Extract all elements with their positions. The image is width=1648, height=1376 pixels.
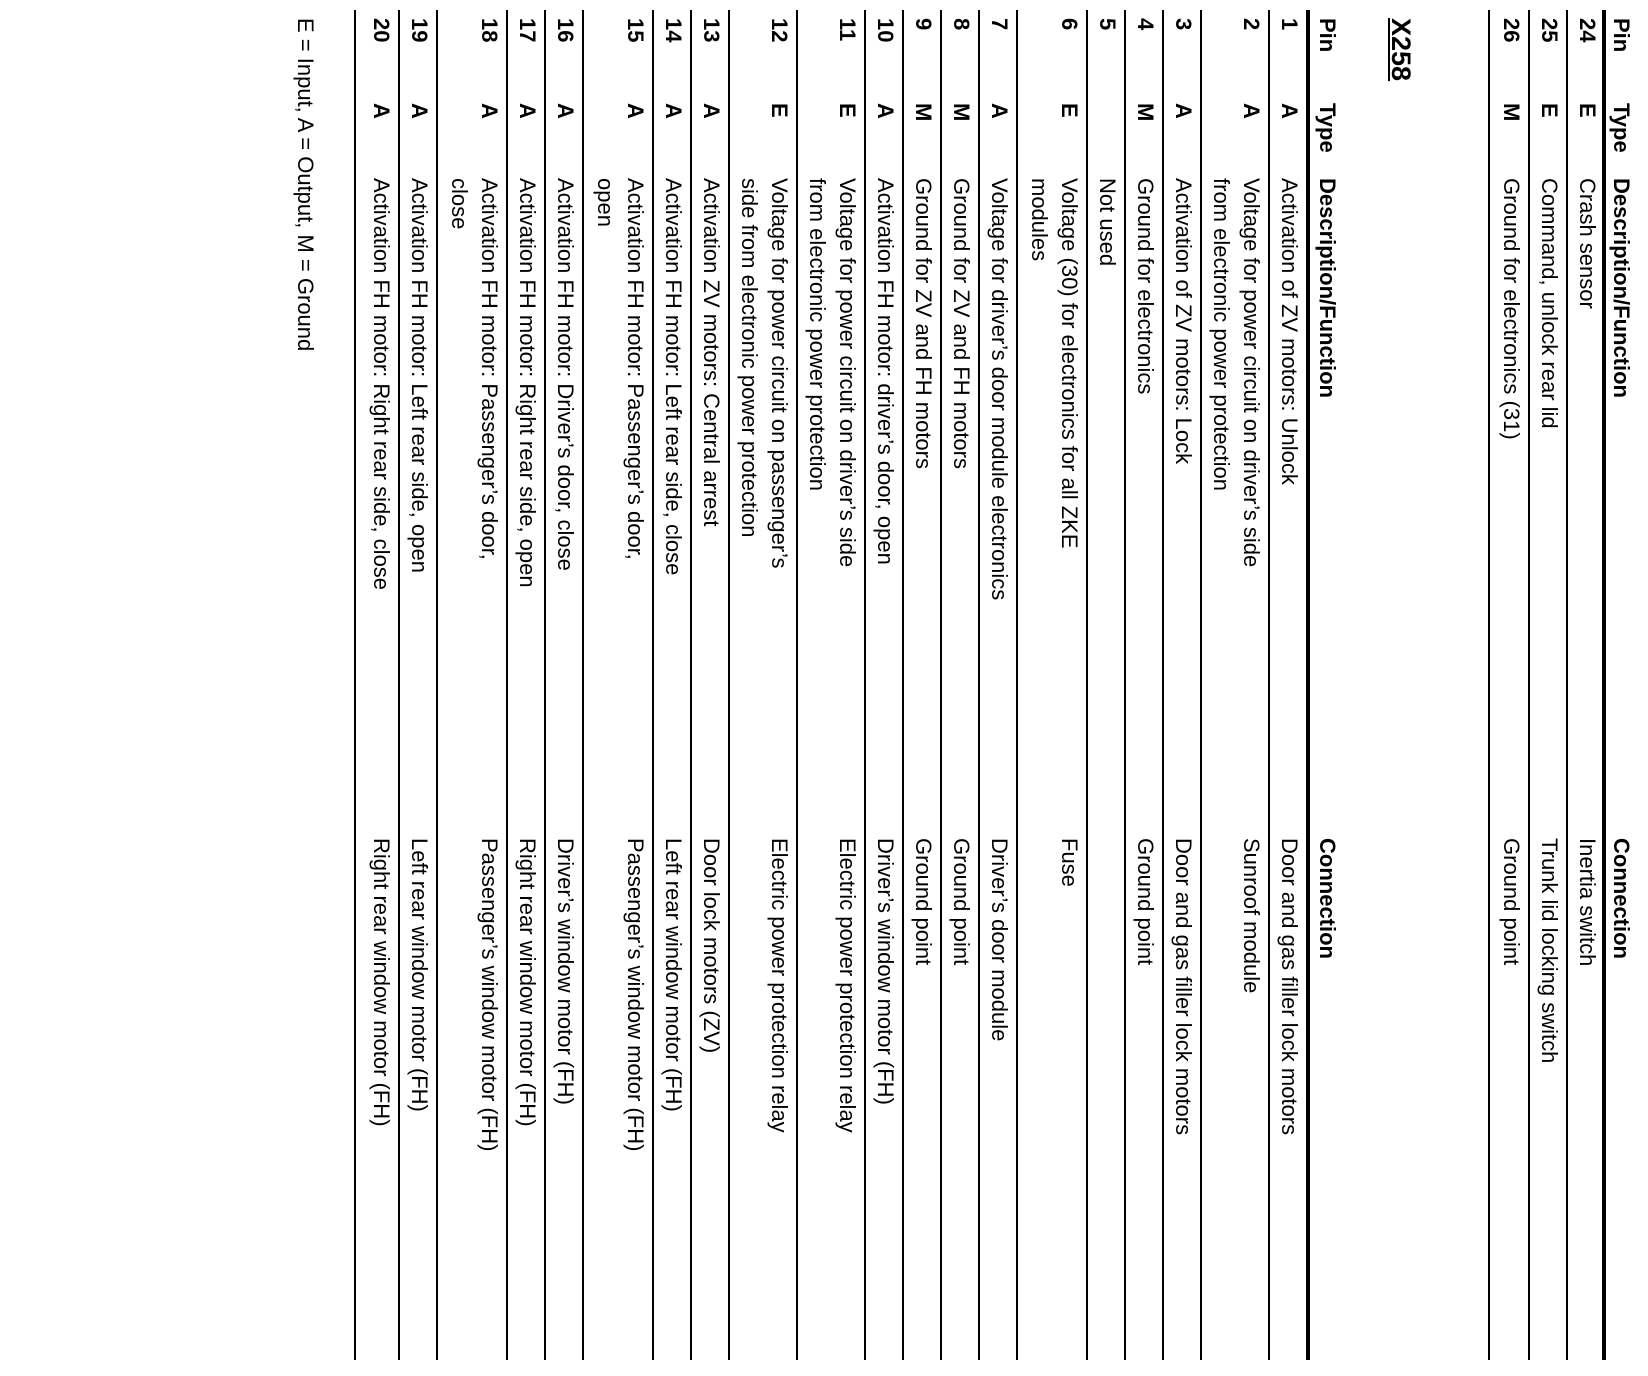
row-divider — [1162, 10, 1164, 1360]
pin-description: Activation FH motor: Left rear side, close — [661, 178, 686, 576]
row-divider — [796, 10, 798, 1360]
pin-description: Activation ZV motors: Central arrest — [699, 178, 724, 527]
pin-description: Ground for electronics — [1133, 178, 1158, 395]
pin-connection: Driver’s window motor (FH) — [873, 838, 898, 1105]
pin-number: 17 — [515, 18, 540, 43]
pin-description-line2: modules — [1027, 178, 1052, 262]
pin-type: A — [369, 103, 394, 119]
pin-description: Activation FH motor: Passenger’s door, — [477, 178, 502, 560]
pin-description: Activation of ZV motors: Unlock — [1277, 178, 1302, 485]
top-row-description: Crash sensor — [1575, 178, 1600, 309]
main-header-type: Type — [1315, 103, 1340, 153]
top-header-rule — [1602, 10, 1606, 1360]
pin-description: Not used — [1095, 178, 1120, 267]
pin-number: 11 — [835, 18, 860, 42]
pin-description-line2: from electronic power protection — [1209, 178, 1234, 492]
pin-number: 9 — [911, 18, 936, 31]
top-header-description: Description/Function — [1609, 178, 1634, 398]
pin-type: E — [1057, 103, 1082, 118]
row-divider — [652, 10, 654, 1360]
pin-type: A — [987, 103, 1012, 119]
pin-connection: Ground point — [911, 838, 936, 966]
pin-description: Voltage for driver’s door module electronics — [987, 178, 1012, 601]
pin-number: 15 — [623, 18, 648, 43]
row-divider — [940, 10, 942, 1360]
pin-description: Activation FH motor: Right rear side, open — [515, 178, 540, 588]
row-divider — [902, 10, 904, 1360]
top-header-pin: Pin — [1609, 18, 1634, 53]
top-header-type: Type — [1609, 103, 1634, 153]
main-header-description: Description/Function — [1315, 178, 1340, 398]
pin-description-line2: close — [447, 178, 472, 230]
pin-description: Voltage (30) for electronics for all ZKE — [1057, 178, 1082, 549]
row-divider — [436, 10, 438, 1360]
pin-number: 7 — [987, 18, 1012, 31]
pin-type: A — [1277, 103, 1302, 119]
pin-connection: Left rear window motor (FH) — [661, 838, 686, 1112]
pin-connection: Door and gas filler lock motors — [1171, 838, 1196, 1136]
row-divider — [398, 10, 400, 1360]
row-divider — [690, 10, 692, 1360]
pin-number: 16 — [553, 18, 578, 43]
pin-type: E — [835, 103, 860, 118]
top-row-type: M — [1499, 103, 1524, 122]
pin-type: E — [767, 103, 792, 118]
pin-type: A — [1171, 103, 1196, 119]
pin-type: A — [661, 103, 686, 119]
row-divider — [506, 10, 508, 1360]
pin-number: 20 — [369, 18, 394, 43]
pin-type: M — [911, 103, 936, 122]
top-row-connection: Trunk lid locking switch — [1537, 838, 1562, 1064]
pin-type: A — [1239, 103, 1264, 119]
pin-connection: Fuse — [1057, 838, 1082, 887]
pin-connection: Electric power protection relay — [767, 838, 792, 1133]
top-row-connection: Inertia switch — [1575, 838, 1600, 967]
section-title: X258 — [1386, 18, 1416, 82]
pin-number: 14 — [661, 18, 686, 43]
row-divider — [354, 10, 356, 1360]
pin-number: 1 — [1277, 18, 1302, 31]
pin-number: 13 — [699, 18, 724, 43]
legend: E = Input, A = Output, M = Ground — [293, 18, 318, 352]
row-divider — [1488, 10, 1490, 1360]
row-divider — [1124, 10, 1126, 1360]
pin-description: Voltage for power circuit on driver’s side — [835, 178, 860, 568]
top-row-description: Ground for electronics (31) — [1499, 178, 1524, 440]
pin-description: Activation FH motor: Driver’s door, close — [553, 178, 578, 571]
row-divider — [1086, 10, 1088, 1360]
pin-description: Voltage for power circuit on driver’s side — [1239, 178, 1264, 568]
pin-description: Activation FH motor: Left rear side, open — [407, 178, 432, 573]
top-header-connection: Connection — [1609, 838, 1634, 959]
pin-number: 12 — [767, 18, 792, 43]
top-row-description: Command, unlock rear lid — [1537, 178, 1562, 429]
row-divider — [1268, 10, 1270, 1360]
pin-connection: Sunroof module — [1239, 838, 1264, 994]
top-row-pin: 25 — [1537, 18, 1562, 43]
pin-number: 3 — [1171, 18, 1196, 31]
pin-description: Activation FH motor: Passenger’s door, — [623, 178, 648, 560]
top-row-pin: 24 — [1575, 18, 1600, 43]
pin-connection: Driver’s window motor (FH) — [553, 838, 578, 1105]
pin-number: 4 — [1133, 18, 1158, 31]
pin-description: Ground for ZV and FH motors — [949, 178, 974, 469]
pin-type: M — [949, 103, 974, 122]
pin-connection: Passenger’s window motor (FH) — [623, 838, 648, 1152]
top-row-pin: 26 — [1499, 18, 1524, 43]
row-divider — [1528, 10, 1530, 1360]
pin-type: M — [1133, 103, 1158, 122]
pin-connection: Electric power protection relay — [835, 838, 860, 1133]
pin-connection: Ground point — [949, 838, 974, 966]
pin-description: Activation of ZV motors: Lock — [1171, 178, 1196, 465]
pin-description: Voltage for power circuit on passenger’s — [767, 178, 792, 569]
main-header-connection: Connection — [1315, 838, 1340, 959]
pin-connection: Driver’s door module — [987, 838, 1012, 1042]
pin-description-line2: open — [593, 178, 618, 227]
top-row-type: E — [1537, 103, 1562, 118]
pin-number: 18 — [477, 18, 502, 43]
main-header-pin: Pin — [1315, 18, 1340, 53]
pin-type: A — [873, 103, 898, 119]
pin-type: A — [553, 103, 578, 119]
pin-connection: Left rear window motor (FH) — [407, 838, 432, 1112]
pin-description: Ground for ZV and FH motors — [911, 178, 936, 469]
top-row-type: E — [1575, 103, 1600, 118]
row-divider — [864, 10, 866, 1360]
row-divider — [1566, 10, 1568, 1360]
main-header-rule — [1306, 10, 1310, 1360]
pin-number: 2 — [1239, 18, 1264, 31]
pin-connection: Door lock motors (ZV) — [699, 838, 724, 1054]
pin-connection: Right rear window motor (FH) — [369, 838, 394, 1127]
pin-connection: Ground point — [1133, 838, 1158, 966]
row-divider — [1200, 10, 1202, 1360]
row-divider — [978, 10, 980, 1360]
row-divider — [582, 10, 584, 1360]
pin-type: A — [515, 103, 540, 119]
pin-description-line2: side from electronic power protection — [737, 178, 762, 538]
pin-type: A — [623, 103, 648, 119]
pin-description: Activation FH motor: driver’s door, open — [873, 178, 898, 565]
pin-connection: Passenger’s window motor (FH) — [477, 838, 502, 1152]
pin-type: A — [699, 103, 724, 119]
pin-number: 19 — [407, 18, 432, 43]
pin-number: 6 — [1057, 18, 1082, 31]
pin-type: A — [477, 103, 502, 119]
row-divider — [728, 10, 730, 1360]
row-divider — [1016, 10, 1018, 1360]
pin-type: A — [407, 103, 432, 119]
pin-number: 10 — [873, 18, 898, 43]
pin-description-line2: from electronic power protection — [805, 178, 830, 492]
pin-number: 8 — [949, 18, 974, 31]
pin-connection: Right rear window motor (FH) — [515, 838, 540, 1127]
row-divider — [544, 10, 546, 1360]
top-row-connection: Ground point — [1499, 838, 1524, 966]
pin-number: 5 — [1095, 18, 1120, 31]
pin-description: Activation FH motor: Right rear side, close — [369, 178, 394, 591]
pin-connection: Door and gas filler lock motors — [1277, 838, 1302, 1136]
